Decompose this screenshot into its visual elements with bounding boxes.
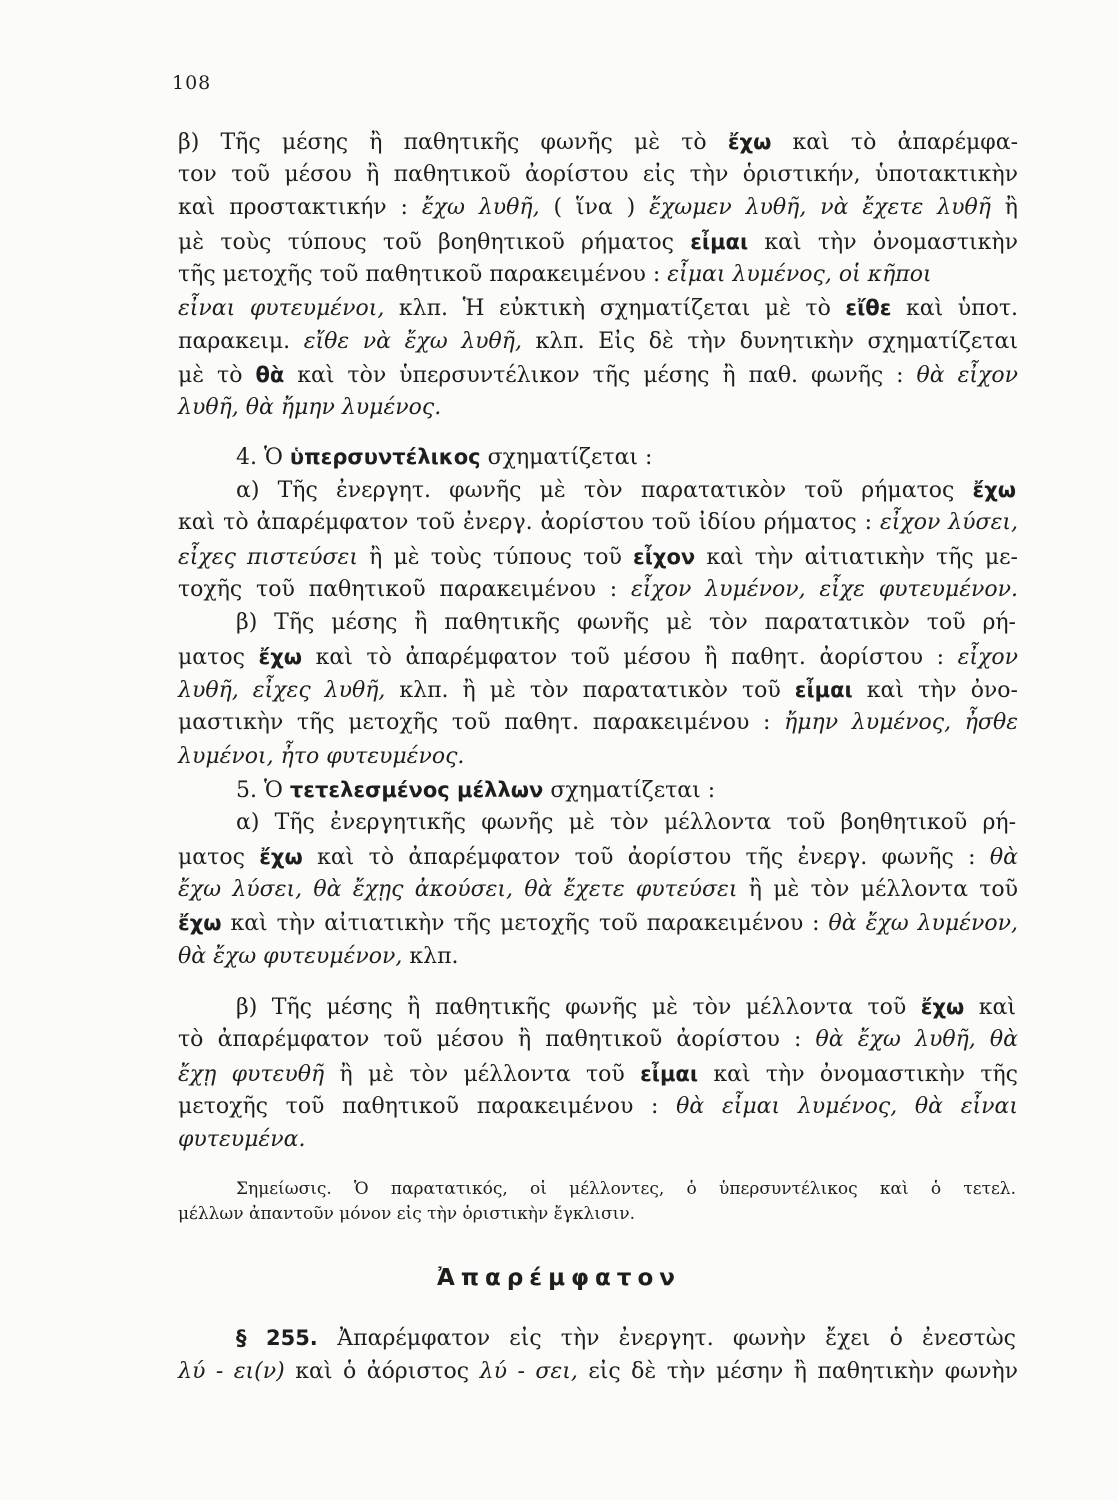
text-run: καὶ τὴν αἰτιατικὴν τῆς μετοχῆς τοῦ παρακειμένου : <box>221 911 829 936</box>
text-line <box>178 161 1018 189</box>
text-run: καὶ τὸ ἀπαρέμφατον τοῦ ἀορίστου τῆς ἐνεργ. φωνῆς : <box>302 845 990 870</box>
text-run: καὶ τὴν ὀνο- <box>852 678 1018 703</box>
italic-example: ἔχωμεν λυθῆ, νὰ ἔχετε λυθῆ <box>649 195 991 220</box>
text-run: β) Τῆς μέσης ἢ παθητικῆς φωνῆς μὲ τὸ <box>178 130 728 155</box>
bold-term: ἔχω <box>972 478 1016 502</box>
text-run: β) Τῆς μέσης ἢ παθητικῆς φωνῆς μὲ τὸν παρατατικὸν τοῦ ρή- <box>236 610 1016 635</box>
text-run: α) Τῆς ἐνεργητικῆς φωνῆς μὲ τὸν μέλλοντα τοῦ βοηθητικοῦ ρή- <box>236 810 1016 835</box>
text-line <box>178 943 1018 971</box>
italic-example: θὰ εἶχον <box>916 363 1018 388</box>
bold-term: τετελεσμένος μέλλων <box>289 778 544 802</box>
italic-example: λύ - σει, <box>479 1359 578 1384</box>
text-line <box>236 609 1016 637</box>
text-run: 4. Ὁ <box>236 445 290 470</box>
bold-term: θὰ <box>255 363 285 387</box>
page-number: 108 <box>172 72 212 94</box>
text-run: κλπ. Εἰς δὲ τὴν δυνητικὴν σχηματίζεται <box>521 329 1018 354</box>
text-line <box>178 1026 1018 1054</box>
italic-example: λυθῆ, θὰ ἤμην λυμένος. <box>178 395 442 420</box>
note-line <box>178 1203 1018 1225</box>
bold-term: ὑπερσυντέλικος <box>289 445 481 469</box>
paragraph-line <box>178 1358 1018 1386</box>
text-run: ἢ μὲ τὸν μέλλοντα τοῦ <box>324 1062 641 1087</box>
text-line <box>178 743 1018 771</box>
text-line <box>178 361 1018 390</box>
text-line <box>178 576 1018 604</box>
section-title <box>0 1263 1118 1291</box>
text-run: Σημείωσις. Ὁ παρατατικός, οἱ μέλλοντες, ὁ ὑπερσυντέλικος καὶ ὁ τετελ. <box>236 1179 1016 1199</box>
text-run: τὸ ἀπαρέμφατον τοῦ μέσου ἢ παθητικοῦ ἀορίστου : <box>178 1027 816 1052</box>
text-run: εἰς δὲ τὴν μέσην ἢ παθητικὴν φωνὴν <box>577 1359 1019 1384</box>
text-run: καὶ ὁ ἀόριστος <box>284 1359 480 1384</box>
text-run: καὶ τὸ ἀπαρέμφα- <box>771 130 1019 155</box>
text-line <box>178 543 1018 572</box>
italic-example: εἶναι φυτευμένοι, <box>178 296 385 321</box>
italic-example: ἔχω λύσει, θὰ ἔχῃς ἀκούσει, θὰ ἔχετε φυτεύσει <box>178 877 738 902</box>
text-line <box>178 643 1018 672</box>
bold-term: ἔχω <box>920 995 965 1019</box>
note-line <box>236 1178 1016 1200</box>
italic-example: εἶχον λύσει, <box>879 510 1018 535</box>
text-run: ( ἵνα ) <box>553 195 650 220</box>
italic-example: εἶχες πιστεύσει <box>178 545 358 570</box>
bold-term: § 255. <box>236 1326 338 1350</box>
italic-example: ἔχῃ φυτευθῆ <box>178 1062 325 1087</box>
text-run: καὶ τὴν ὀνομαστικὴν τῆς <box>698 1062 1018 1087</box>
italic-example: φυτευμένα. <box>178 1127 306 1152</box>
bold-term: ἔχω <box>258 645 302 669</box>
text-line <box>236 809 1016 837</box>
text-run: σχηματίζεται : <box>543 778 716 803</box>
italic-example: εἶχον <box>957 645 1018 670</box>
text-line <box>178 509 1018 537</box>
italic-example: ἤμην λυμένος, ἦσθε <box>784 710 1018 735</box>
section-heading <box>236 776 1016 805</box>
text-run: καὶ τὴν ὀνομαστικὴν <box>748 230 1018 255</box>
text-line <box>178 328 1018 356</box>
text-run: καὶ <box>964 995 1016 1020</box>
text-line <box>236 993 1016 1022</box>
text-run: ἢ μὲ τοὺς τύπους τοῦ <box>357 545 634 570</box>
text-run: παρακειμ. <box>178 329 304 354</box>
text-line <box>178 1126 1018 1154</box>
text-run: ἢ μὲ τὸν μέλλοντα τοῦ <box>737 877 1018 902</box>
text-run: ματος <box>178 845 260 870</box>
text-line <box>178 294 1018 323</box>
bold-term: εἶμαι <box>690 230 749 254</box>
section-title-text: Ἀπαρέμφατον <box>437 1265 681 1291</box>
text-line <box>178 261 1018 289</box>
italic-example: θὰ ἔχω φυτευμένον, <box>178 944 403 969</box>
italic-example: θὰ εἶμαι λυμένος, θὰ εἶναι <box>676 1094 1019 1119</box>
text-run: καὶ τὴν αἰτιατικὴν τῆς με- <box>695 545 1018 570</box>
bold-term: εἶμαι <box>640 1062 699 1086</box>
text-run: κλπ. <box>402 944 459 969</box>
text-line <box>178 909 1018 938</box>
bold-term: εἶμαι <box>794 678 853 702</box>
text-line <box>178 128 1018 157</box>
text-line <box>236 476 1016 505</box>
bold-term: ἔχω <box>259 845 303 869</box>
text-run: καὶ προστακτικήν : <box>178 195 422 220</box>
italic-example: λύ - ει(ν) <box>178 1359 285 1384</box>
bold-term: εἶχον <box>633 545 696 569</box>
text-run: μαστικὴν τῆς μετοχῆς τοῦ παθητ. παρακειμένου : <box>178 710 785 735</box>
italic-example: λυθῆ, εἶχες λυθῆ, <box>178 678 386 703</box>
text-line <box>178 676 1018 705</box>
text-run: κλπ. Ἡ εὐκτικὴ σχηματίζεται μὲ τὸ <box>384 296 846 321</box>
text-line <box>178 1093 1018 1121</box>
bold-term: ἔχω <box>727 130 772 154</box>
text-run: μετοχῆς τοῦ παθητικοῦ παρακειμένου : <box>178 1094 677 1119</box>
text-line <box>178 876 1018 904</box>
text-run: Ἀπαρέμφατον εἰς τὴν ἐνεργητ. φωνὴν ἔχει ὁ ἐνεστὼς <box>337 1326 1016 1351</box>
text-run: α) Τῆς ἐνεργητ. φωνῆς μὲ τὸν παρατατικὸν τοῦ ρήματος <box>236 478 973 503</box>
text-line <box>178 394 1018 422</box>
text-line <box>178 843 1018 872</box>
section-heading <box>236 443 1016 472</box>
italic-example: ἔχω λυθῆ, <box>421 195 554 220</box>
italic-example: θὰ ἔχω λυμένον, <box>828 911 1018 936</box>
text-run: καὶ τὸν ὑπερσυντέλικον τῆς μέσης ἢ παθ. φωνῆς : <box>284 363 917 388</box>
text-run: τον τοῦ μέσου ἢ παθητικοῦ ἀορίστου εἰς τὴν ὁριστικήν, ὑποτακτικὴν <box>178 162 1018 187</box>
text-run: καὶ τὸ ἀπαρέμφατον τοῦ ἐνεργ. ἀορίστου τοῦ ἰδίου ρήματος : <box>178 510 880 535</box>
text-run: ματος <box>178 645 259 670</box>
italic-example: θὰ <box>989 845 1018 870</box>
italic-example: λυμένοι, ἦτο φυτευμένος. <box>178 744 465 769</box>
bold-term: ἔχω <box>178 911 222 935</box>
italic-example: εἶμαι λυμένος, οἱ κῆποι <box>667 262 932 287</box>
text-run: σχηματίζεται : <box>480 445 653 470</box>
paragraph-line <box>236 1324 1016 1353</box>
italic-example: θὰ ἔχω λυθῆ, θὰ <box>815 1027 1018 1052</box>
bold-term: εἴθε <box>845 296 892 320</box>
text-run: μὲ τὸ <box>178 363 256 388</box>
italic-example: εἴθε νὰ ἔχω λυθῆ, <box>303 329 522 354</box>
text-line <box>178 228 1018 257</box>
italic-example: εἶχον λυμένον, εἶχε φυτευμένον. <box>630 577 1018 602</box>
text-run: καὶ ὑποτ. <box>891 296 1018 321</box>
text-run: β) Τῆς μέσης ἢ παθητικῆς φωνῆς μὲ τὸν μέλλοντα τοῦ <box>236 995 921 1020</box>
text-run: κλπ. ἢ μὲ τὸν παρατατικὸν τοῦ <box>385 678 795 703</box>
text-line <box>178 1060 1018 1089</box>
text-line <box>178 709 1018 737</box>
text-run: τῆς μετοχῆς τοῦ παθητικοῦ παρακειμένου : <box>178 262 668 287</box>
text-run: μέλλων ἀπαντοῦν μόνον εἰς τὴν ὁριστικὴν ἔγκλισιν. <box>178 1204 635 1224</box>
text-run: καὶ τὸ ἀπαρέμφατον τοῦ μέσου ἢ παθητ. ἀορίστου : <box>302 645 958 670</box>
text-run: ἢ <box>990 195 1018 220</box>
text-run: 5. Ὁ <box>236 778 290 803</box>
text-line <box>178 194 1018 222</box>
text-run: τοχῆς τοῦ παθητικοῦ παρακειμένου : <box>178 577 631 602</box>
text-run: μὲ τοὺς τύπους τοῦ βοηθητικοῦ ρήματος <box>178 230 691 255</box>
